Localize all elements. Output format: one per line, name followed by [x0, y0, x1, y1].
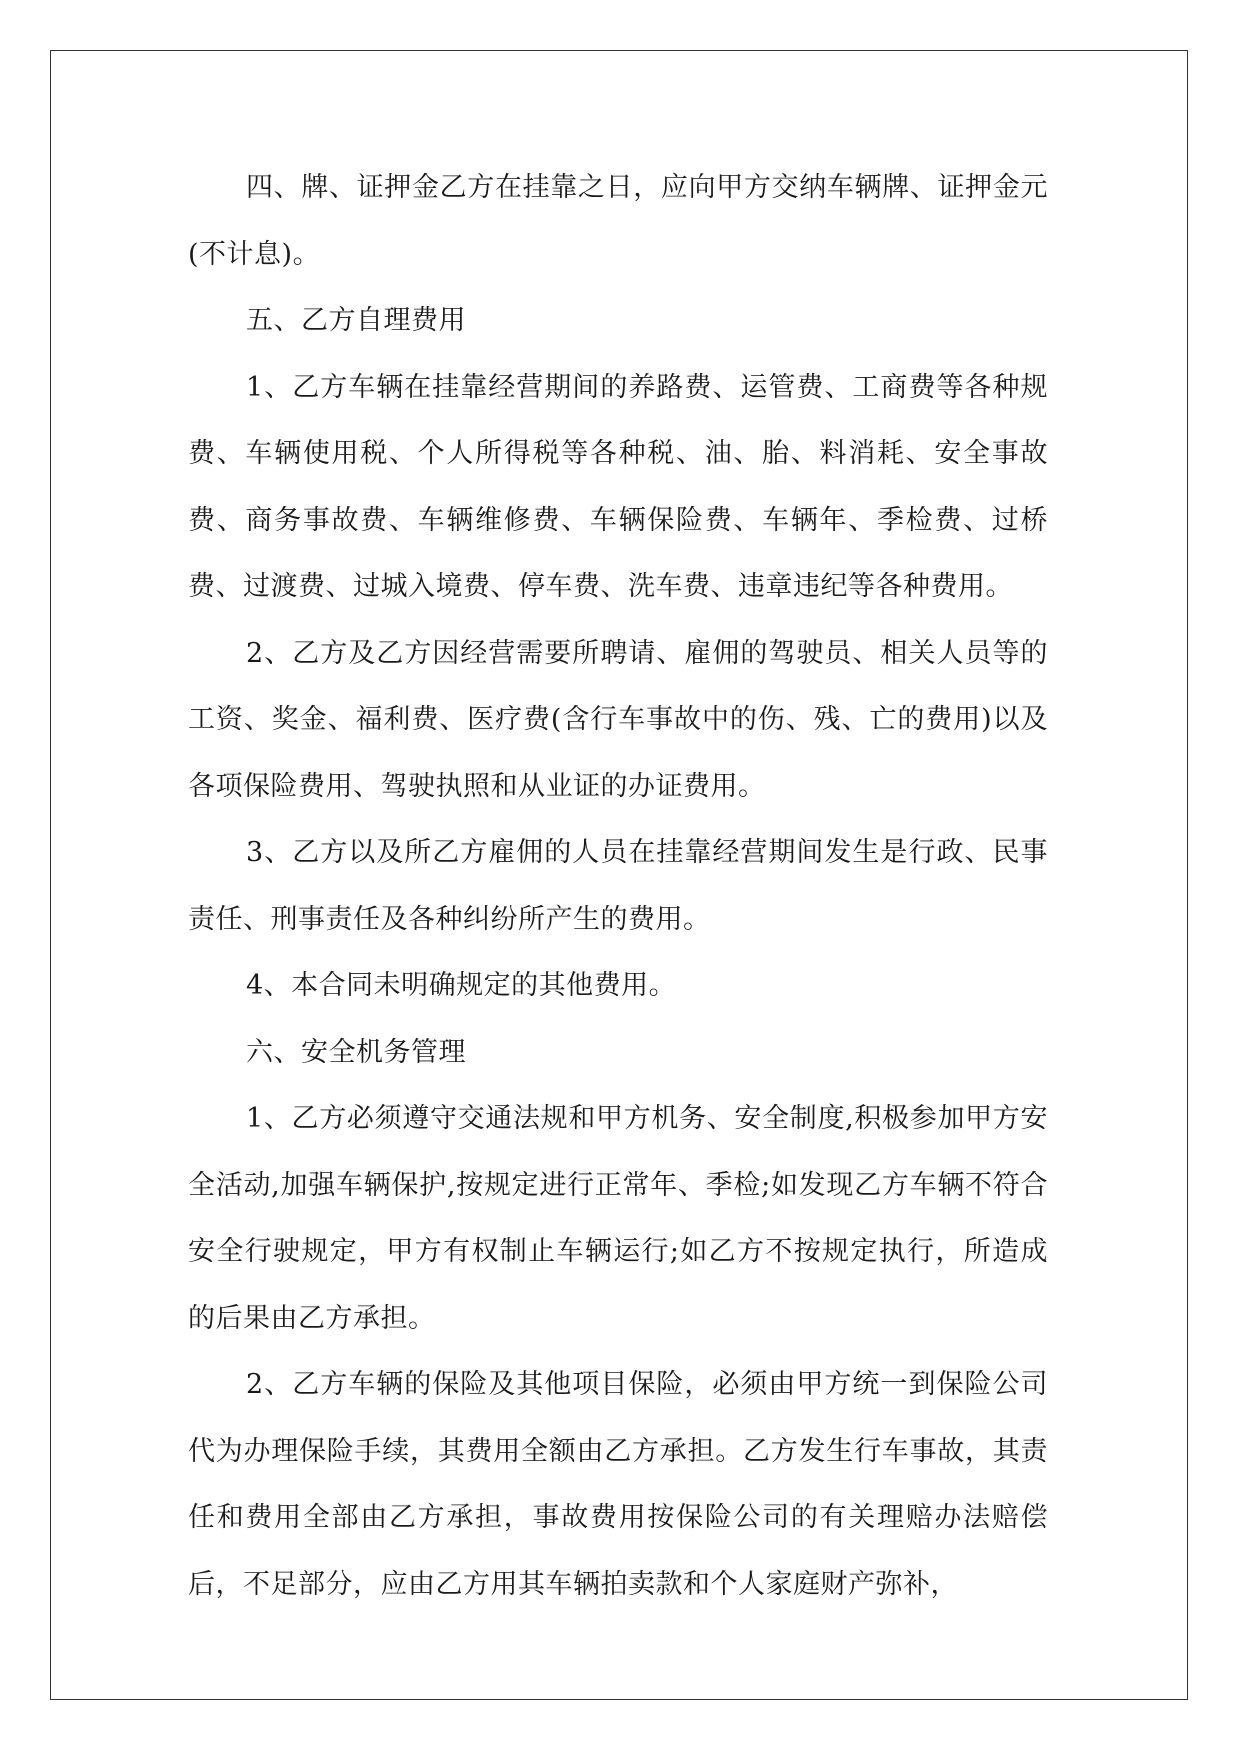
- paragraph-safety-item-1: 1、乙方必须遵守交通法规和甲方机务、安全制度,积极参加甲方安全活动,加强车辆保护,按规定进行正常年、季检;如发现乙方车辆不符合安全行驶规定，甲方有权制止车辆运行;如乙方不按规定执行，所造成的后果由乙方承担。: [188, 1103, 1048, 1334]
- paragraph-fees-item-2: 2、乙方及乙方因经营需要所聘请、雇佣的驾驶员、相关人员等的工资、奖金、福利费、医疗费(含行车事故中的伤、残、亡的费用)以及各项保险费用、驾驶执照和从业证的办证费用。: [188, 637, 1048, 802]
- paragraph-fees-item-1: 1、乙方车辆在挂靠经营期间的养路费、运管费、工商费等各种规费、车辆使用税、个人所得税等各种税、油、胎、料消耗、安全事故费、商务事故费、车辆维修费、车辆保险费、车辆年、季检费、过桥费、过渡费、过城入境费、停车费、洗车费、违章违纪等各种费用。: [188, 371, 1048, 602]
- heading-self-paid-fees: 五、乙方自理费用: [246, 305, 466, 336]
- heading-safety-management: 六、安全机务管理: [246, 1036, 466, 1068]
- paragraph-safety-item-2: 2、乙方车辆的保险及其他项目保险，必须由甲方统一到保险公司代为办理保险手续，其费用全额由乙方承担。乙方发生行车事故，其责任和费用全部由乙方承担，事故费用按保险公司的有关理赔办法赔偿后，不足部分，应由乙方用其车辆拍卖款和个人家庭财产弥补，: [188, 1369, 1048, 1600]
- document-body: [188, 155, 1048, 1618]
- paragraph-fees-item-3: 3、乙方以及所乙方雇佣的人员在挂靠经营期间发生是行政、民事责任、刑事责任及各种纠纷所产生的费用。: [188, 837, 1048, 935]
- paragraph-fees-item-4: 4、本合同未明确规定的其他费用。: [246, 970, 677, 1001]
- paragraph-deposit: 四、牌、证押金乙方在挂靠之日，应向甲方交纳车辆牌、证押金元(不计息)。: [188, 172, 1048, 270]
